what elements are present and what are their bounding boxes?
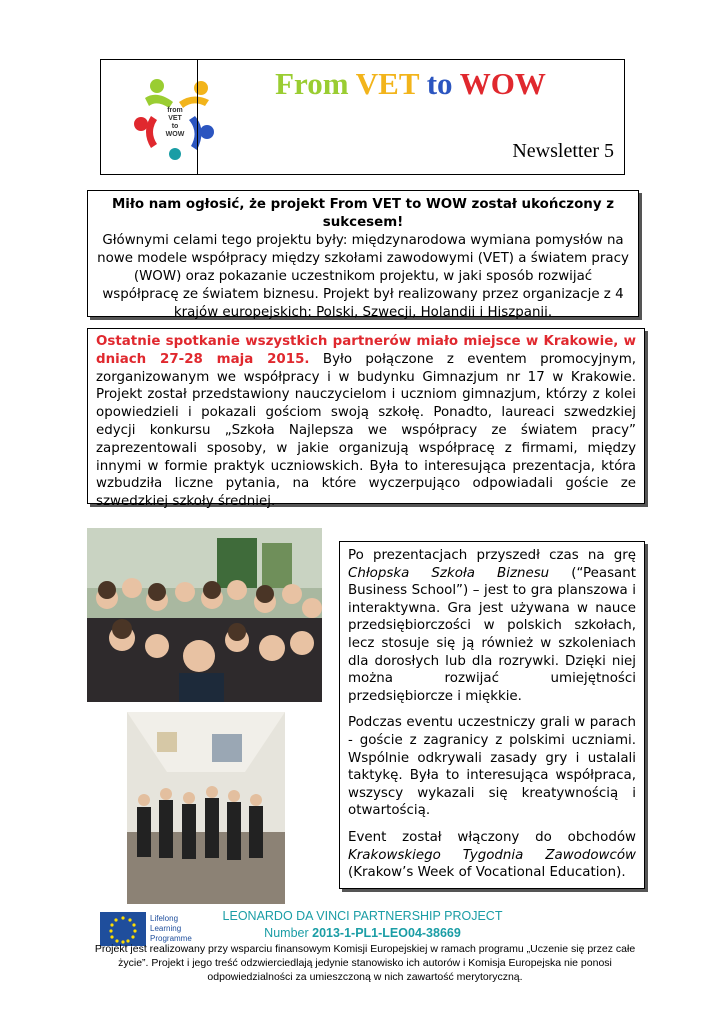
logo-text-from: from: [167, 107, 183, 114]
footer-project-number: [190, 925, 535, 941]
newsletter-number: Newsletter 5: [512, 140, 614, 162]
title-vet: VET: [355, 66, 419, 101]
game-paragraph-2: Podczas eventu uczestniczy grali w parach - goście z zagranicy z polskimi uczniami. Wspólnie odkrywali zasady gry i ustalali taktykę. Była to interesująca współpraca, wszyscy wykazali się kreatywnością i otwartością.: [348, 715, 636, 819]
programme-line-3: Programme: [150, 934, 192, 943]
title-to: to: [426, 66, 453, 101]
footer-disclaimer: Projekt jest realizowany przy wsparciu finansowym Komisji Europejskiej w ramach programu „Uczenie się przez całe życie”. Projekt i jego treść odzwierciedlają jedynie stanowisko ich autorów i Komisja Europejska nie ponosi odpowiedzialności za umieszczoną w nich zawartość merytoryczną.: [94, 943, 636, 983]
game-title-italic: Chłopska Szkoła Biznesu: [348, 565, 550, 581]
corridor-photo: [127, 712, 285, 904]
game-p3-lead: Event został włączony do obchodów: [348, 829, 636, 845]
game-p3-rest: (Krakow’s Week of Vocational Education).: [348, 865, 626, 881]
group-photo: [87, 528, 322, 702]
game-text-box: [339, 541, 645, 889]
intro-headline: Miło nam ogłosić, że projekt From VET to WOW został ukończony z sukcesem!: [111, 197, 615, 230]
programme-line-2: Learning: [150, 924, 182, 933]
intro-body: Głównymi celami tego projektu były: międzynarodowa wymiana pomysłów na nowe modele współpracy między szkołami zawodowymi (VET) a światem pracy (WOW) oraz pokazanie uczestnikom projektu, w jaki sposób rozwijać współpracę ze światem biznesu. Projekt był realizowany przez organizacje z 4 krajów europejskich: Polski, Szwecji, Holandii i Hiszpanii.: [97, 233, 629, 320]
logo-text-vet: VET: [168, 115, 182, 122]
newsletter-header: [100, 59, 625, 175]
intro-box: [87, 190, 639, 320]
programme-line-1: Lifelong: [150, 914, 179, 923]
number-value: 2013-1-PL1-LEO04-38669: [312, 926, 461, 940]
meeting-box: [87, 328, 645, 510]
meeting-body: Było połączone z eventem promocyjnym, zorganizowanym we współpracy i w budynku Gimnazjum nr 17 w Krakowie. Projekt został przedstawiony nauczycielom i uczniom gimnazjum, którzy z kolei opowiedzieli i pokazali gościom swoją szkołę. Ponadto, laureaci szwedzkiej edycji konkursu „Szkoła Najlepsza we współpracy ze światem pracy” zaprezentowali sposoby, w jakie organizują współpracę z firmami, między innymi w formie praktyk uczniowskich. Była to interesująca prezentacja, która wzbudziła liczne pytania, na które wyczerpująco odpowiadali goście ze szwedzkiej szkoły średniej.: [96, 351, 636, 510]
title-wow: WOW: [459, 66, 546, 101]
meeting-highlight: Ostatnie spotkanie wszystkich partnerów miało miejsce w Krakowie, w dniach 27-28 maja 2015.: [96, 334, 636, 367]
game-paragraph-3: [348, 829, 636, 882]
footer-project-name: LEONARDO DA VINCI PARTNERSHIP PROJECT: [222, 909, 503, 923]
logo-text-wow: WOW: [165, 131, 185, 138]
game-paragraph-1: [348, 547, 636, 705]
title-from: From: [275, 66, 349, 101]
page-title: [197, 66, 624, 102]
game-p1-lead: Po prezentacjach przyszedł czas na grę: [348, 548, 636, 563]
event-name-italic: Krakowskiego Tygodnia Zawodowców: [348, 847, 636, 863]
logo-text-to: to: [171, 123, 179, 130]
game-p1-rest: (“Peasant Business School”) – jest to gra planszowa i interaktywna. Gra jest używana w nauce przedsiębiorczości w polskich szkołach, lecz stosuje się ją również w szkoleniach dla dorosłych lub dla rozrywki. Dzięki niej można rozwijać umiejętności przedsiębiorcze i miękkie.: [348, 565, 636, 704]
number-label: Number: [264, 926, 309, 940]
